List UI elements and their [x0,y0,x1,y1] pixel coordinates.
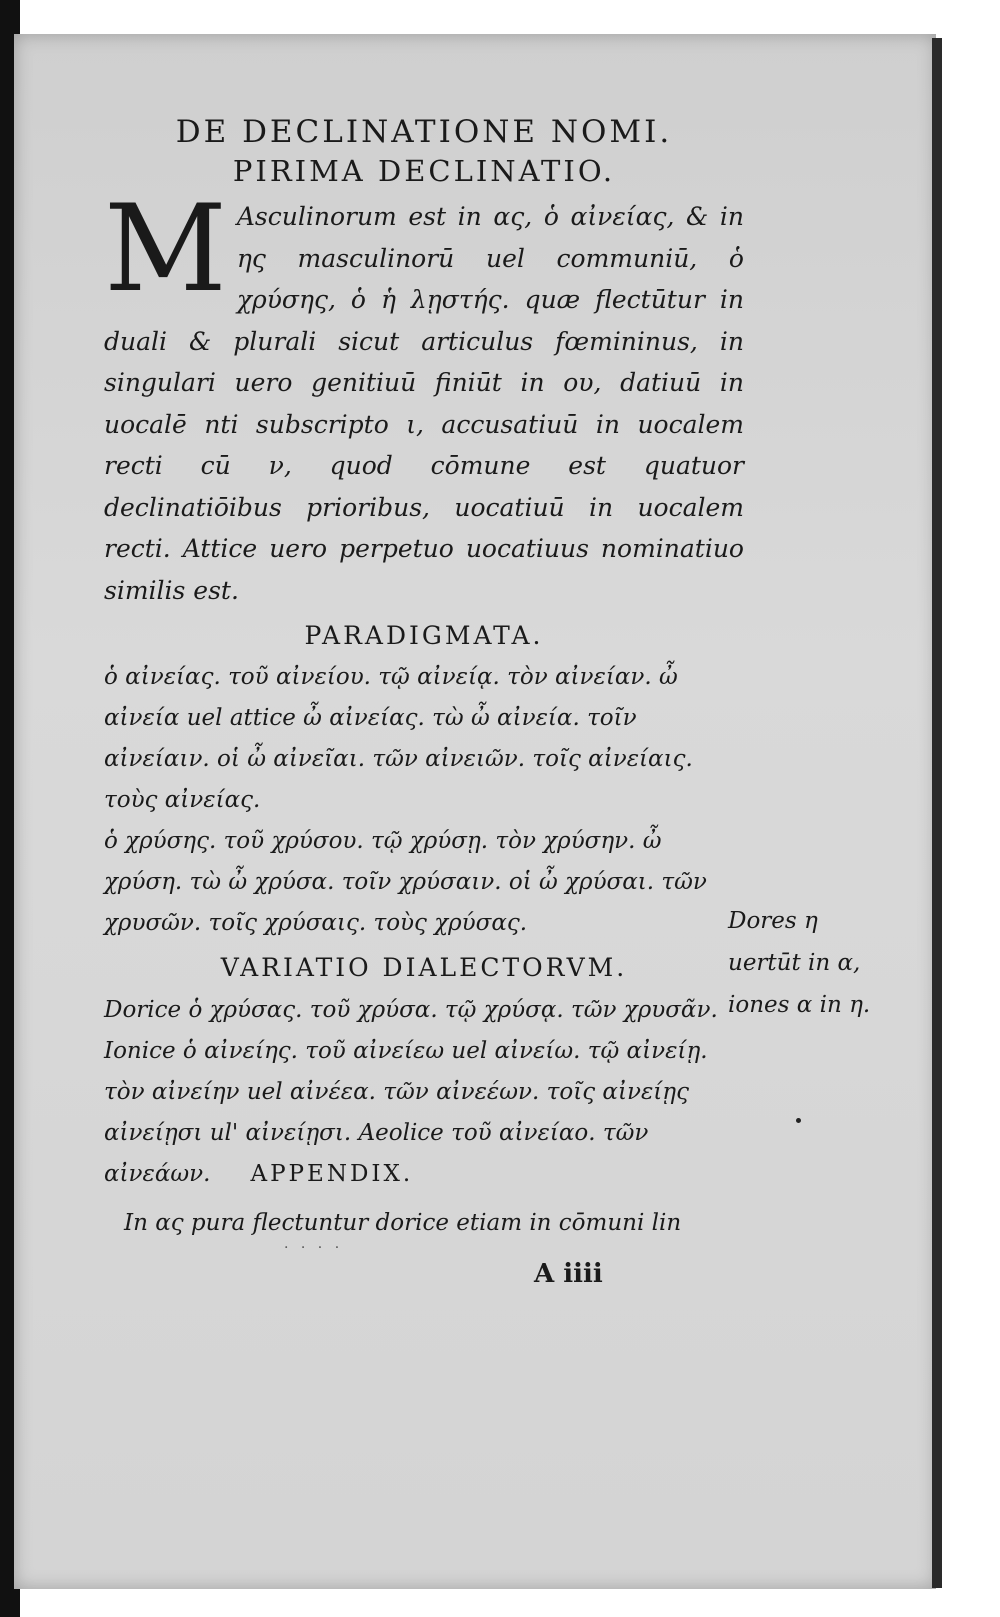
ink-dot [796,1118,801,1123]
intro-text: Asculinorum est in ας, ὁ αἰνείας, & in ης masculinorū uel communiū, ὁ χρύσης, ὁ ἡ λῃστής. quæ flectūtur in duali & plurali sicut articulus fœmininus, in singulari uero genitiuū finiūt in ου, datiuū in uocalē nti subscripto ι, accusatiuū in uocalem recti cū ν, quod cōmune est quatuor declinatiōibus prioribus, uocatiuū in uocalem recti. Attice uero perpetuo uocatiuus nominatiuo similis est. [104,202,744,605]
page-title: DE DECLINATIONE NOMI. [175,114,673,150]
marginal-note: Dores η uertūt in α, iones α in η. [728,908,871,1018]
page-text [104,112,744,1294]
page-edge [932,38,942,1588]
paradigm-chryses: ὁ χρύσης. τοῦ χρύσου. τῷ χρύσῃ. τὸν χρύσην. ὦ χρύση. τὼ ὦ χρύσα. τοῖν χρύσαιν. οἱ ὦ χρύσαι. τῶν χρυσῶν. τοῖς χρύσαις. τοὺς χρύσας. [104,828,707,936]
appendix-heading: APPENDIX. [250,1161,414,1187]
paradigmata-heading: PARADIGMATA. [304,621,544,650]
variatio-text [104,990,744,1195]
print-specks: · · · · [284,1240,344,1256]
variatio-body: Dorice ὁ χρύσας. τοῦ χρύσα. τῷ χρύσᾳ. τῶν χρυσᾶν. Ionice ὁ αἰνείης. τοῦ αἰνείεω uel αἰνείω. τῷ αἰνείῃ. τὸν αἰνείην uel αἰνέεα. τῶν αἰνεέων. τοῖς αἰνείῃς αἰνείῃσι ul' αἰνείῃσι. Aeolice τοῦ αἰνείαο. τῶν αἰνεάων. [104,997,718,1187]
section-title: PIRIMA DECLINATIO. [232,154,616,188]
drop-cap: M [104,180,227,319]
variatio-heading: VARIATIO DIALECTORVM. [220,953,628,982]
signature-mark: A iiii [534,1259,603,1289]
paradigm-aineias: ὁ αἰνείας. τοῦ αἰνείου. τῷ αἰνείᾳ. τὸν αἰνείαν. ὦ αἰνεία uel attice ὦ αἰνείας. τὼ ὦ αἰνεία. τοῖν αἰνείαιν. οἱ ὦ αἰνεῖαι. τῶν αἰνειῶν. τοῖς αἰνείαις. τοὺς αἰνείας. [104,664,693,813]
appendix-text: In ας pura flectuntur dorice etiam in cōmuni lin [124,1210,682,1236]
intro-paragraph [104,180,744,611]
